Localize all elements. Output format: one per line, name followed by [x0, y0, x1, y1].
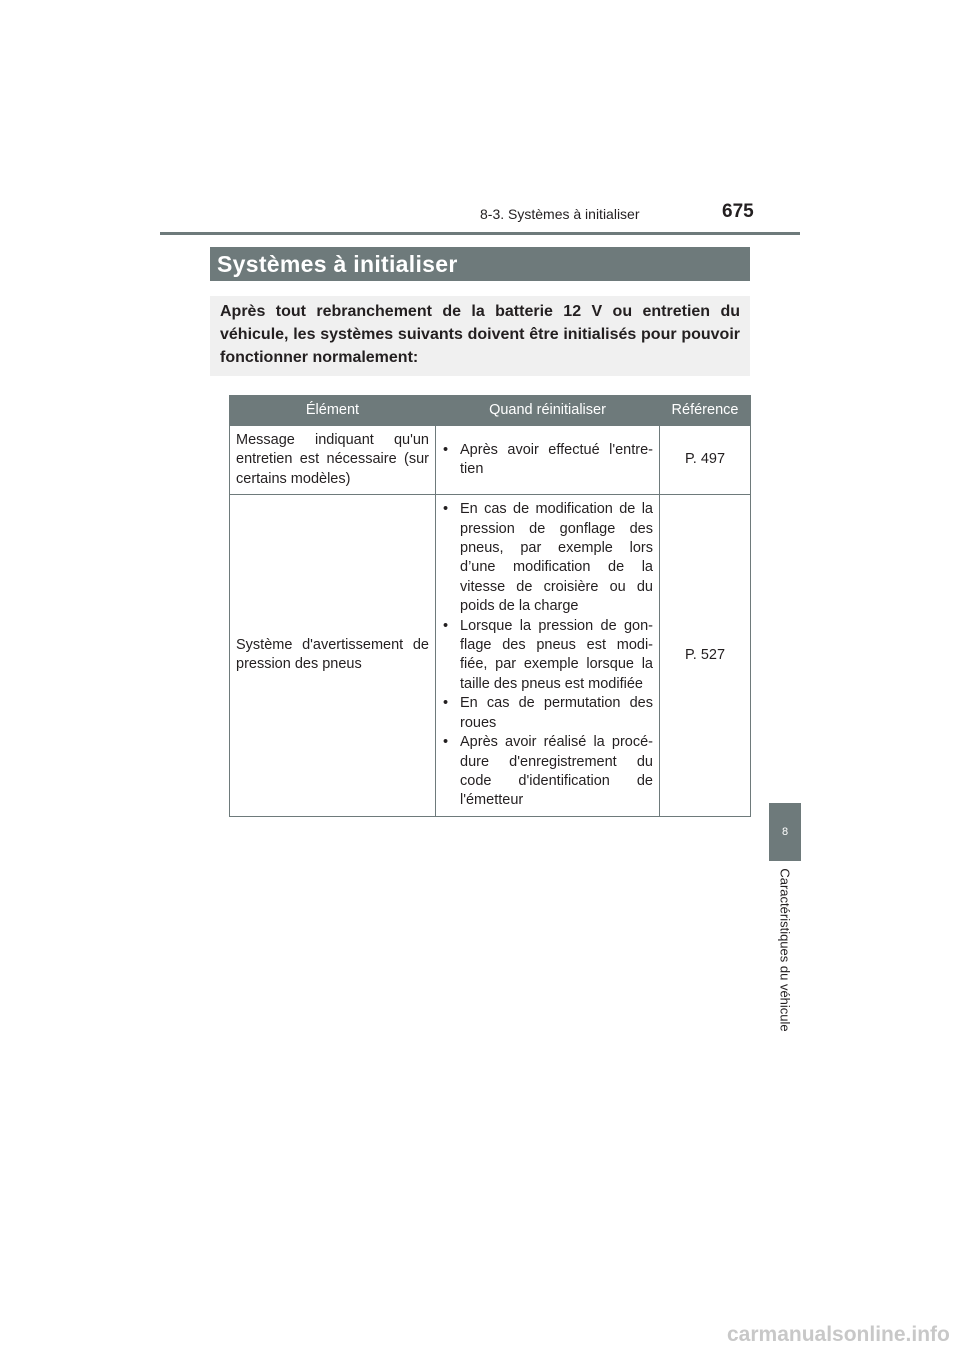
chapter-label: Caractéristiques du véhicule: [777, 868, 793, 1032]
reset-systems-table: [229, 395, 751, 817]
header-divider: [160, 232, 800, 235]
section-breadcrumb: 8-3. Systèmes à initialiser: [480, 206, 640, 222]
list-item: • En cas de permutation des roues: [442, 694, 653, 733]
table-row: [230, 495, 751, 817]
bullet-list: [442, 441, 653, 480]
column-header-when: Quand réinitialiser: [436, 396, 660, 426]
page-number: 675: [722, 201, 754, 222]
chapter-number: 8: [781, 826, 789, 838]
column-header-reference: Référence: [660, 396, 751, 426]
bullet-list: [442, 500, 653, 811]
column-header-element: Élément: [230, 396, 436, 426]
watermark: carmanualsonline.info: [727, 1323, 950, 1346]
list-item: • En cas de modification de la pression de gonflage des pneus, par exemple lors d’une modification de la vitesse de croisière ou du poids de la charge: [442, 500, 653, 616]
cell-element: Message indiquant qu'un entretien est nécessaire (sur certains modèles): [230, 426, 436, 495]
cell-reference: P. 527: [660, 495, 751, 817]
table-header-row: [230, 396, 751, 426]
chapter-tab: [769, 803, 801, 861]
cell-element: Système d'avertissement de pression des pneus: [230, 495, 436, 817]
list-item: • Après avoir effectué l'entre- tien: [442, 441, 653, 480]
cell-when: [436, 495, 660, 817]
list-item: • Lorsque la pression de gon- flage des pneus est modi- fiée, par exemple lorsque la taille des pneus est modifiée: [442, 617, 653, 695]
table-row: [230, 426, 751, 495]
section-title-bar: [210, 247, 750, 281]
section-title: Systèmes à initialiser: [217, 251, 458, 277]
intro-paragraph: Après tout rebranchement de la batterie 12 V ou entretien du véhicule, les systèmes suivants doivent être initialisés pour pouvoir fonctionner normalement:: [210, 296, 750, 376]
cell-when: [436, 426, 660, 495]
list-item: • Après avoir réalisé la procé- dure d'enregistrement du code d'identification de l'émetteur: [442, 733, 653, 811]
cell-reference: P. 497: [660, 426, 751, 495]
